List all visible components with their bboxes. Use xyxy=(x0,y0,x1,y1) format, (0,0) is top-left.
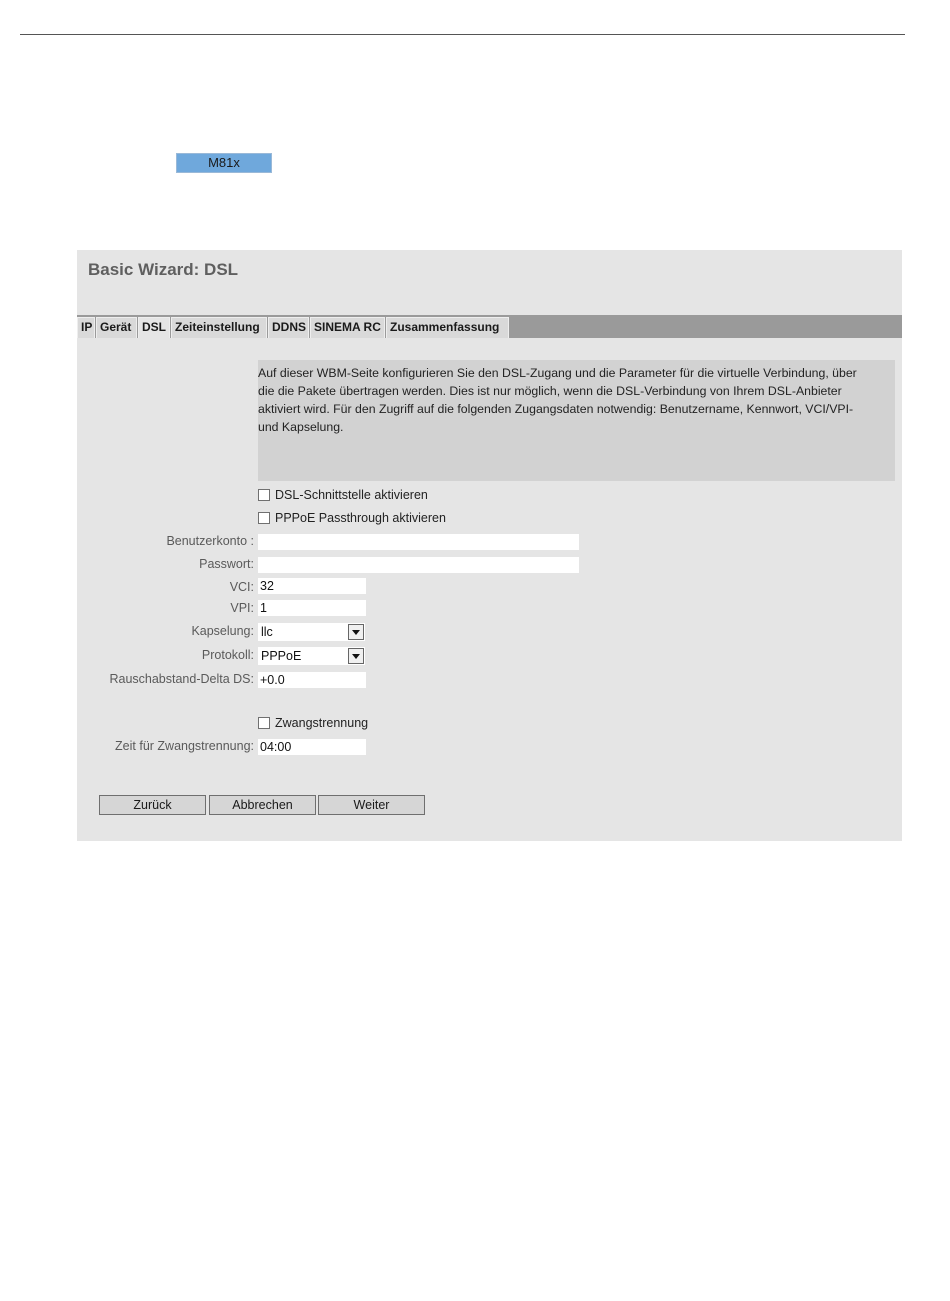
info-line: Auf dieser WBM-Seite konfigurieren Sie den DSL-Zugang und die Parameter für die virtuelle Verbindung, über xyxy=(258,366,857,380)
snr-delta-label: Rauschabstand-Delta DS: xyxy=(109,672,254,686)
tab-ip[interactable]: IP xyxy=(77,317,95,338)
tab-zusammenfassung[interactable]: Zusammenfassung xyxy=(386,317,509,338)
password-label: Passwort: xyxy=(199,557,254,571)
account-input[interactable] xyxy=(258,534,579,550)
tab-geraet[interactable]: Gerät xyxy=(96,317,137,338)
encapsulation-value: llc xyxy=(261,625,273,639)
protocol-label: Protokoll: xyxy=(201,648,254,662)
forced-disconnect-label: Zwangstrennung xyxy=(275,716,369,730)
wizard-panel xyxy=(77,250,902,841)
encapsulation-select[interactable] xyxy=(258,623,365,641)
page-top-rule xyxy=(20,34,905,35)
snr-delta-input[interactable]: +0.0 xyxy=(258,672,366,688)
password-input[interactable] xyxy=(258,557,579,573)
protocol-value: PPPoE xyxy=(261,649,302,663)
page-title: Basic Wizard: DSL xyxy=(88,260,239,279)
tab-sinema-rc[interactable]: SINEMA RC xyxy=(310,317,385,338)
dsl-enable-checkbox[interactable] xyxy=(258,489,270,501)
device-badge: M81x xyxy=(176,153,272,173)
encapsulation-label: Kapselung: xyxy=(191,624,254,638)
chevron-down-icon[interactable] xyxy=(348,648,364,664)
info-line: die die Pakete übertragen werden. Dies ist nur möglich, wenn die DSL-Verbindung von Ihrem DSL-Anbieter xyxy=(258,384,842,398)
info-line: und Kapselung. xyxy=(258,420,344,434)
pppoe-passthrough-checkbox[interactable] xyxy=(258,512,270,524)
forced-disconnect-checkbox[interactable] xyxy=(258,717,270,729)
account-label: Benutzerkonto : xyxy=(166,534,254,548)
forced-disconnect-time-input[interactable]: 04:00 xyxy=(258,739,366,755)
vpi-label: VPI: xyxy=(230,601,254,615)
tab-ddns[interactable]: DDNS xyxy=(268,317,309,338)
chevron-down-icon[interactable] xyxy=(348,624,364,640)
protocol-select[interactable] xyxy=(258,647,365,665)
forced-disconnect-time-label: Zeit für Zwangstrennung: xyxy=(115,739,254,753)
info-line: aktiviert wird. Für den Zugriff auf die folgenden Zugangsdaten notwendig: Benutzername, Kennwort, VCI/VPI- xyxy=(258,402,854,416)
back-button[interactable]: Zurück xyxy=(99,795,206,815)
info-box xyxy=(258,360,895,481)
tab-zeiteinstellung[interactable]: Zeiteinstellung xyxy=(171,317,267,338)
vpi-input[interactable]: 1 xyxy=(258,600,366,616)
tab-dsl[interactable]: DSL xyxy=(138,317,170,338)
cancel-button[interactable]: Abbrechen xyxy=(209,795,316,815)
tab-bar xyxy=(77,315,902,338)
dsl-enable-label: DSL-Schnittstelle aktivieren xyxy=(275,488,428,502)
pppoe-passthrough-label: PPPoE Passthrough aktivieren xyxy=(275,511,446,525)
vci-label: VCI: xyxy=(229,580,254,594)
next-button[interactable]: Weiter xyxy=(318,795,425,815)
vci-input[interactable]: 32 xyxy=(258,578,366,594)
